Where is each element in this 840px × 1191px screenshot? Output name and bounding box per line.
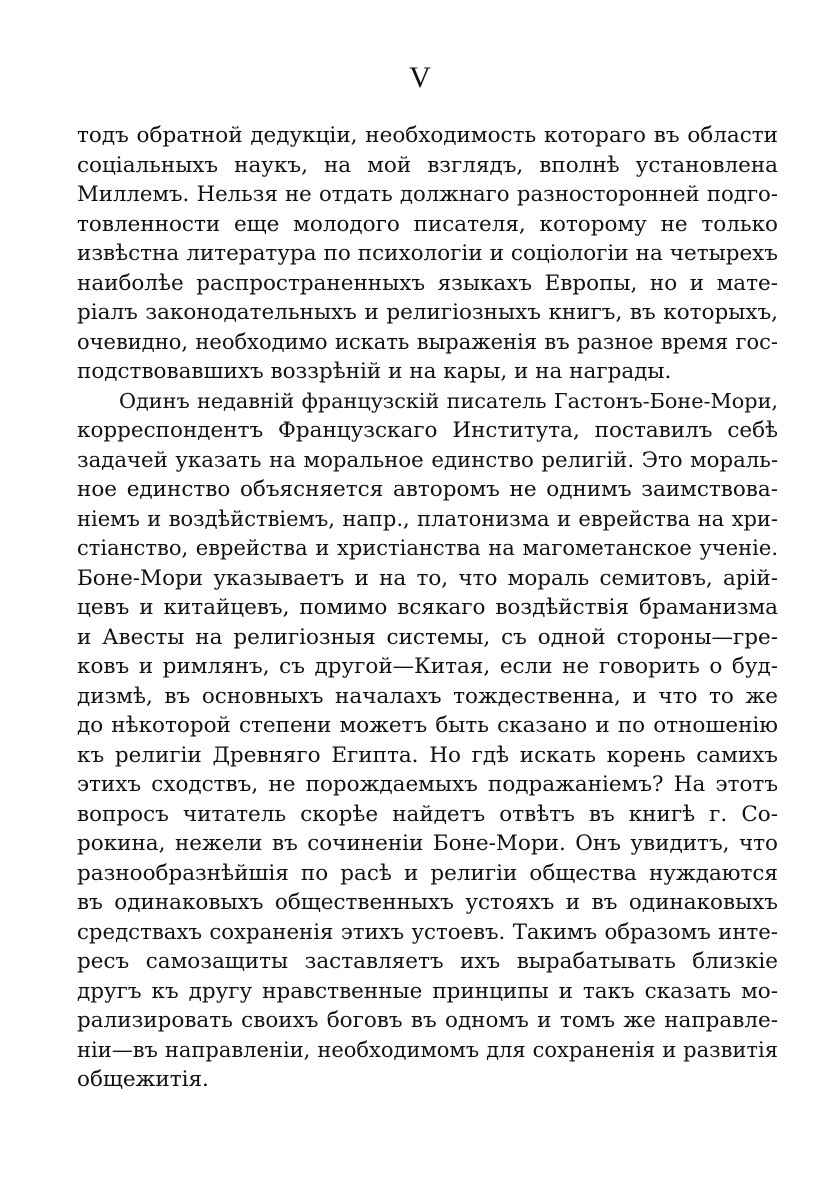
text-line: тодъ обратной дедукціи, необходимость котораго въ области (77, 123, 778, 148)
text-line: этихъ сходствъ, не порождаемыхъ подражаніемъ? На этотъ (77, 772, 778, 797)
text-line: ковъ и римлянъ, съ другой—Китая, если не говорить о буд- (77, 654, 778, 679)
text-line: къ религіи Древняго Египта. Но гдѣ искать корень самихъ (77, 742, 778, 768)
text-line: соціальныхъ наукъ, на мой взглядъ, вполнѣ установлена (77, 152, 778, 178)
text-line: разнообразнѣйшія по расѣ и религіи общества нуждаются (77, 860, 778, 886)
text-line: Миллемъ. Нельзя не отдать должнаго разносторонней подго- (77, 182, 778, 207)
text-line: задачей указать на моральное единство религій. Это мораль- (77, 447, 778, 473)
text-line: ніи—въ направленіи, необходимомъ для сохраненія и развитія (77, 1037, 778, 1062)
text-line: подствовавшихъ воззрѣній и на кары, и на награды. (77, 359, 672, 384)
text-line: очевидно, необходимо искать выраженія въ разное время гос- (77, 329, 778, 354)
text-line: цевъ и китайцевъ, помимо всякаго воздѣйствія браманизма (77, 595, 778, 620)
text-line: другъ къ другу нравственные принципы и такъ сказать мо- (77, 978, 778, 1004)
text-line: въ одинаковыхъ общественныхъ устояхъ и въ одинаковыхъ (77, 890, 778, 915)
text-line: наиболѣе распространенныхъ языкахъ Европы, но и мате- (77, 270, 778, 296)
page-number: V (409, 61, 431, 94)
text-line: дизмѣ, въ основныхъ началахъ тождественна, и что то же (77, 683, 778, 709)
text-line: стіанство, еврейства и христіанства на магометанское ученіе. (77, 536, 778, 560)
text-line: средствахъ сохраненія этихъ устоевъ. Такимъ образомъ инте- (77, 919, 778, 945)
text-line: Боне-Мори указываетъ и на то, что мораль семитовъ, арій- (77, 565, 778, 591)
body-text (77, 121, 778, 1095)
text-line: Одинъ недавній французскій писатель Гастонъ-Боне-Мори, (119, 388, 778, 413)
text-line: и Авесты на религіозныя системы, съ одной стороны—гре- (77, 624, 778, 650)
text-line: до нѣкоторой степени можетъ быть сказано и по отношенію (77, 713, 778, 738)
text-line: корреспондентъ Французскаго Института, поставилъ себѣ (77, 418, 778, 443)
text-line: ніемъ и воздѣйствіемъ, напр., платонизма и еврейства на хри- (77, 506, 778, 531)
text-line: рокина, нежели въ сочиненіи Боне-Мори. Онъ увидитъ, что (77, 831, 778, 856)
text-line: извѣстна литература по психологіи и соціологіи на четырехъ (77, 241, 778, 266)
text-line: ное единство объясняется авторомъ не однимъ заимствова- (77, 477, 778, 502)
text-line: вопросъ читатель скорѣе найдетъ отвѣтъ въ книгѣ г. Со- (77, 801, 778, 827)
text-line: товленности еще молодого писателя, которому не только (77, 211, 778, 237)
text-line: ресъ самозащиты заставляетъ ихъ вырабатывать близкіе (77, 949, 778, 974)
text-line: общежитія. (77, 1067, 209, 1092)
text-line: рализировать своихъ боговъ въ одномъ и томъ же направле- (77, 1008, 778, 1033)
text-line: ріалъ законодательныхъ и религіозныхъ книгъ, въ которыхъ, (77, 300, 778, 325)
